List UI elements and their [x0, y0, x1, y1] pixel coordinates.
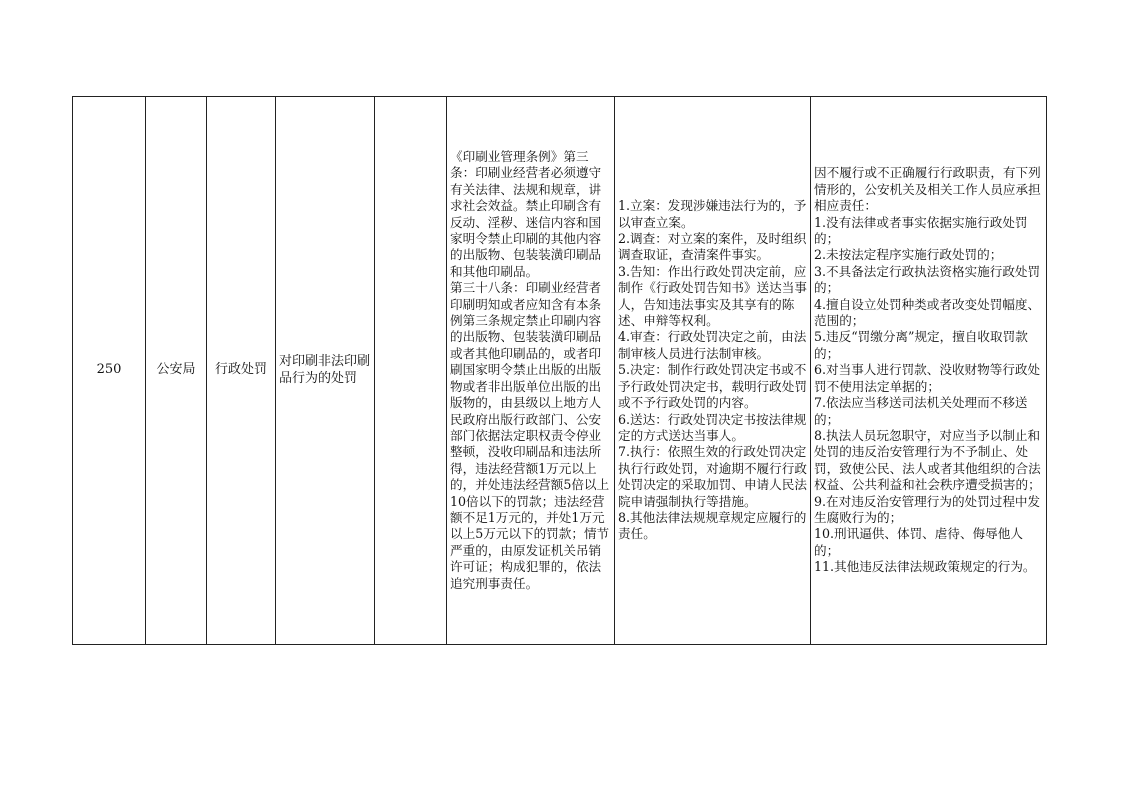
legal-basis-cell: 《印刷业管理条例》第三条：印刷业经营者必须遵守有关法律、法规和规章，讲求社会效益。禁止印刷含有反动、淫秽、迷信内容和国家明令禁止印刷的其他内容的出版物、包装装潢印刷品和其他印刷品。 第三十八条：印刷业经营者印刷明知或者应知含有本条例第三条规定禁止印刷内容的出版物、包装装潢印刷品或者其他印刷品的，或者印刷国家明令禁止出版的出版物或者非出版单位出版的出版物的，由县级以上地方人民政府出版行政部门、公安部门依据法定职权责令停业整顿，没收印刷品和违法所得，违法经营额1万元以上的，并处违法经营额5倍以上10倍以下的罚款；违法经营额不足1万元的，并处1万元以上5万元以下的罚款；情节严重的，由原发证机关吊销许可证；构成犯罪的，依法追究刑事责任。 [447, 97, 615, 645]
power-list-table [72, 96, 1047, 645]
department-cell: 公安局 [146, 97, 207, 645]
process-cell: 1.立案：发现涉嫌违法行为的，予以审查立案。 2.调查：对立案的案件，及时组织调查取证，查清案件事实。 3.告知：作出行政处罚决定前，应制作《行政处罚告知书》送达当事人，告知违法事实及其享有的陈述、申辩等权利。 4.审查：行政处罚决定之前，由法制审核人员进行法制审核。 5.决定：制作行政处罚决定书或不予行政处罚决定书，载明行政处罚或不予行政处罚的内容。 6.送达：行政处罚决定书按法律规定的方式送达当事人。 7.执行：依照生效的行政处罚决定执行行政处罚，对逾期不履行行政处罚决定的采取加罚、申请人民法院申请强制执行等措施。 8.其他法律法规规章规定应履行的责任。 [615, 97, 811, 645]
sub-item-cell [375, 97, 447, 645]
power-type-cell: 行政处罚 [207, 97, 276, 645]
item-name-cell: 对印刷非法印刷品行为的处罚 [276, 97, 375, 645]
row-number-cell: 250 [73, 97, 146, 645]
responsibility-cell: 因不履行或不正确履行行政职责，有下列情形的，公安机关及相关工作人员应承担相应责任： 1.没有法律或者事实依据实施行政处罚的； 2.未按法定程序实施行政处罚的； 3.不具备法定行政执法资格实施行政处罚的； 4.擅自设立处罚种类或者改变处罚幅度、范围的； 5.违反“罚缴分离”规定，擅自收取罚款的； 6.对当事人进行罚款、没收财物等行政处罚不使用法定单据的； 7.依法应当移送司法机关处理而不移送的； 8.执法人员玩忽职守，对应当予以制止和处罚的违反治安管理行为不予制止、处罚，致使公民、法人或者其他组织的合法权益、公共利益和社会秩序遭受损害的； 9.在对违反治安管理行为的处罚过程中发生腐败行为的； 10.刑讯逼供、体罚、虐待、侮辱他人的； 11.其他违反法律法规政策规定的行为。 [811, 97, 1047, 645]
table-row [73, 97, 1047, 645]
